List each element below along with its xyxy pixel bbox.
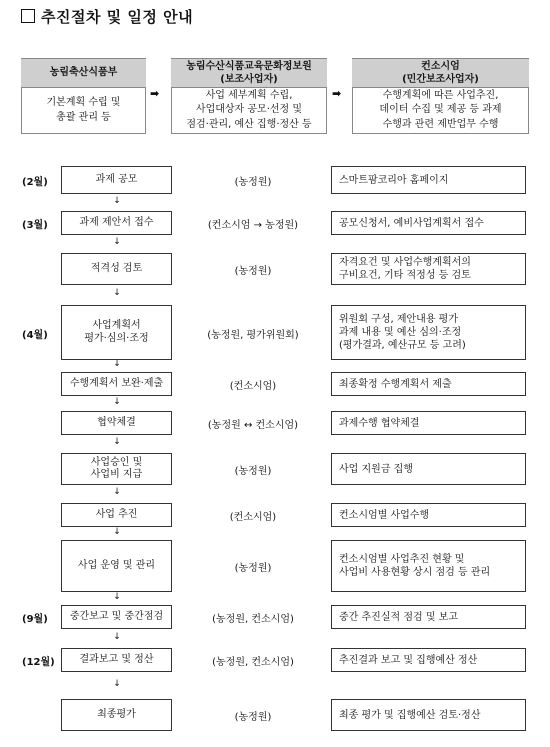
step-task-label: 사업 추진 (95, 508, 138, 520)
step-actor: (농정원) (234, 266, 272, 277)
step-description-box (331, 372, 526, 396)
step-description-line: 사업 지원금 집행 (339, 463, 413, 475)
org-name: 농림수산식품교육문화정보원 (186, 60, 312, 72)
org-description-line: 사업대상자 공모·선정 및 (195, 104, 303, 116)
step-description-box (331, 699, 526, 731)
step-description-line: 컨소시엄별 사업수행 (339, 509, 430, 521)
step-actor: (농정원, 컨소시엄) (212, 614, 294, 625)
step-actor: (농정원, 평가위원회) (207, 329, 299, 341)
step-description-line: 최종 평가 및 집행예산 검토·정산 (339, 709, 481, 721)
arrow-down-icon: ↓ (113, 437, 121, 447)
step-description-line: 공모신청서, 예비사업계획서 접수 (339, 217, 484, 229)
arrow-down-icon: ↓ (113, 237, 121, 247)
step-description-box (331, 411, 526, 435)
org-description (21, 88, 146, 134)
step-task-box (61, 211, 172, 235)
step-task-box (61, 305, 172, 360)
org-name: 컨소시엄 (421, 60, 460, 72)
step-task-label: 수행계획서 보완·제출 (69, 377, 164, 389)
arrow-right-icon: ➡ (332, 87, 342, 100)
arrow-down-icon: ↓ (113, 526, 121, 537)
org-description-line: 기본계획 수립 및 (46, 97, 121, 108)
step-task-box (61, 540, 172, 592)
arrow-down-icon: ↓ (113, 678, 121, 689)
arrow-right-icon: ➡ (150, 87, 160, 100)
step-description-line: 위원회 구성, 제안내용 평가 (339, 314, 458, 325)
org-description (171, 88, 327, 134)
step-task-box (61, 372, 172, 396)
step-description-box (331, 540, 526, 592)
arrow-down-icon: ↓ (113, 631, 121, 642)
step-task-label: 적격성 검토 (90, 262, 143, 274)
step-task-box (61, 453, 172, 485)
step-description-line: 자격요건 및 사업수행계획서의 (339, 257, 471, 268)
step-task-label: 중간보고 및 중간점검 (69, 610, 164, 622)
step-task-box (61, 605, 172, 629)
org-name: 농림축산식품부 (49, 67, 118, 79)
step-actor: (농정원) (234, 712, 272, 723)
arrow-down-icon: ↓ (113, 359, 121, 369)
arrow-down-icon: ↓ (113, 591, 121, 602)
step-task-label: 과제 공모 (95, 173, 138, 185)
step-task-label: 사업계획서 (92, 320, 141, 331)
step-actor: (농정원 ↔ 컨소시엄) (207, 420, 299, 431)
step-description-line: 최종확정 수행계획서 제출 (339, 378, 452, 390)
org-description (352, 88, 529, 134)
step-description-line: (평가결과, 예산규모 등 고려) (339, 340, 466, 351)
org-description-line: 수행계획에 따른 사업추진, (382, 89, 499, 101)
arrow-down-icon: ↓ (113, 195, 121, 206)
org-role: (보조사업자) (220, 74, 278, 85)
step-description-box (331, 211, 526, 235)
page-title-text: 추진절차 및 일정 안내 (41, 8, 194, 26)
arrow-down-icon: ↓ (113, 288, 121, 298)
step-task-box (61, 503, 172, 527)
page-title (21, 6, 193, 27)
step-actor: (농정원) (234, 563, 272, 574)
step-month: (9월) (22, 614, 48, 625)
step-actor: (농정원) (234, 466, 272, 477)
step-task-label: 사업비 지급 (90, 469, 143, 480)
step-description-line: 중간 추진실적 점검 및 보고 (339, 611, 458, 623)
org-header (352, 58, 529, 88)
step-description-box (331, 648, 526, 672)
arrow-down-icon: ↓ (113, 487, 121, 497)
step-task-label: 사업 운영 및 관리 (77, 559, 156, 571)
step-description-line: 과제 내용 및 예산 심의·조정 (339, 327, 462, 338)
step-month: (4월) (22, 329, 48, 341)
step-description-line: 과제수행 협약체결 (339, 417, 420, 429)
org-description-line: 총괄 관리 등 (56, 111, 111, 123)
step-description-line: 사업비 사용현황 상시 점검 등 관리 (339, 567, 491, 578)
step-task-box (61, 648, 172, 672)
step-description-line: 스마트팜코리아 홈페이지 (339, 174, 449, 186)
step-description-line: 구비요건, 기타 적정성 등 검토 (339, 270, 471, 281)
step-actor: (컨소시엄) (229, 512, 277, 523)
step-task-label: 결과보고 및 정산 (79, 653, 154, 665)
step-description-box (331, 503, 526, 527)
step-task-label: 사업승인 및 (90, 456, 143, 468)
step-actor: (농정원, 컨소시엄) (212, 657, 294, 668)
step-description-box (331, 166, 526, 194)
step-description-box (331, 253, 526, 285)
step-month: (3월) (22, 220, 48, 231)
step-task-box (61, 253, 172, 285)
step-month: (12월) (22, 657, 55, 668)
step-task-box (61, 411, 172, 435)
org-description-line: 점검·관리, 예산 집행·정산 등 (186, 118, 312, 130)
step-description-line: 컨소시엄별 사업추진 현황 및 (339, 554, 465, 565)
step-actor: (컨소시엄 → 농정원) (207, 220, 299, 231)
step-description-box (331, 305, 526, 360)
step-month: (2월) (22, 177, 48, 188)
step-description-line: 추진결과 보고 및 집행예산 정산 (339, 654, 478, 666)
step-task-label: 평가·심의·조정 (84, 332, 149, 344)
org-header (171, 58, 327, 88)
arrow-down-icon: ↓ (113, 396, 121, 407)
step-description-box (331, 605, 526, 629)
step-actor: (농정원) (234, 177, 272, 188)
org-header (21, 58, 146, 88)
org-description-line: 수행과 관련 제반업무 수행 (382, 118, 499, 130)
step-task-label: 협약체결 (97, 416, 136, 428)
org-role: (민간보조사업자) (402, 74, 479, 85)
org-description-line: 사업 세부계획 수립, (205, 89, 293, 101)
step-description-box (331, 453, 526, 485)
step-task-box (61, 166, 172, 194)
step-task-box (61, 699, 172, 731)
step-task-label: 과제 제안서 접수 (79, 216, 154, 228)
step-actor: (컨소시엄) (229, 381, 277, 392)
checkbox-square-icon (21, 9, 35, 23)
step-task-label: 최종평가 (97, 708, 136, 720)
org-description-line: 데이터 수집 및 제공 등 과제 (379, 104, 502, 116)
